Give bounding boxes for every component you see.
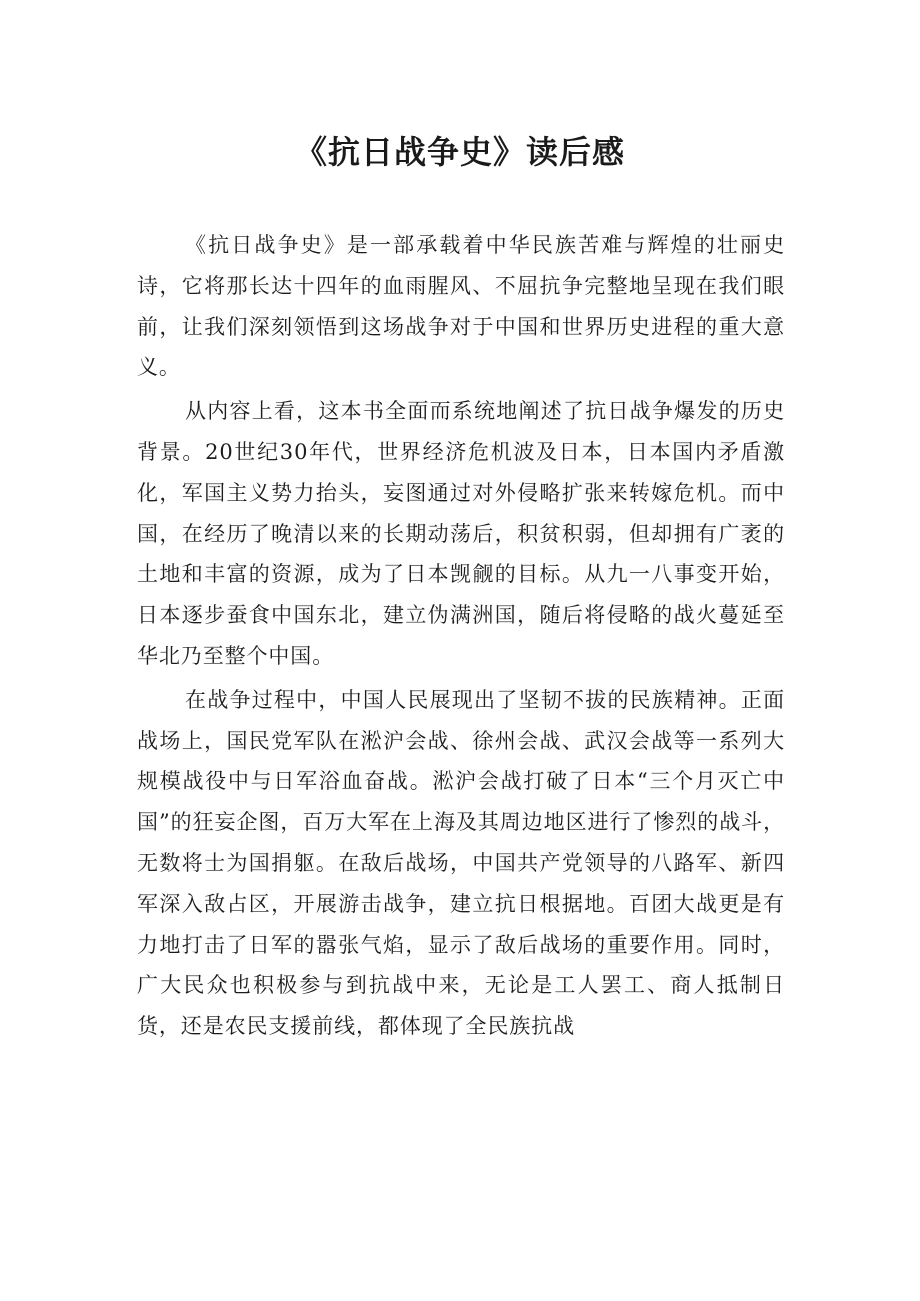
document-title: 《抗日战争史》读后感 (294, 133, 625, 171)
paragraph-3: 在战争过程中，中国人民展现出了坚韧不拔的民族精神。正面战场上，国民党军队在淞沪会战、徐州会战、武汉会战等一系列大规模战役中与日军浴血奋战。淞沪会战打破了日本“三个月灭亡中国”的狂妄企图，百万大军在上海及其周边地区进行了惨烈的战斗，无数将士为国捐躯。在敌后战场，中国共产党领导的八路军、新四军深入敌占区，开展游击战争，建立抗日根据地。百团大战更是有力地打击了日军的嚣张气焰，显示了敌后战场的重要作用。同时，广大民众也积极参与到抗战中来，无论是工人罢工、商人抵制日货，还是农民支援前线，都体现了全民族抗战 (137, 687, 785, 1039)
document-body (137, 225, 785, 1047)
paragraph-1: 《抗日战争史》是一部承载着中华民族苦难与辉煌的壮丽史诗，它将那长达十四年的血雨腥风、不屈抗争完整地呈现在我们眼前，让我们深刻领悟到这场战争对于中国和世界历史进程的重大意义。 (137, 233, 785, 380)
paragraph-2: 从内容上看，这本书全面而系统地阐述了抗日战争爆发的历史背景。20世纪30年代，世界经济危机波及日本，日本国内矛盾激化，军国主义势力抬头，妄图通过对外侵略扩张来转嫁危机。而中国，在经历了晚清以来的长期动荡后，积贫积弱，但却拥有广袤的土地和丰富的资源，成为了日本觊觎的目标。从九一八事变开始，日本逐步蚕食中国东北，建立伪满洲国，随后将侵略的战火蔓延至华北乃至整个中国。 (137, 399, 785, 668)
